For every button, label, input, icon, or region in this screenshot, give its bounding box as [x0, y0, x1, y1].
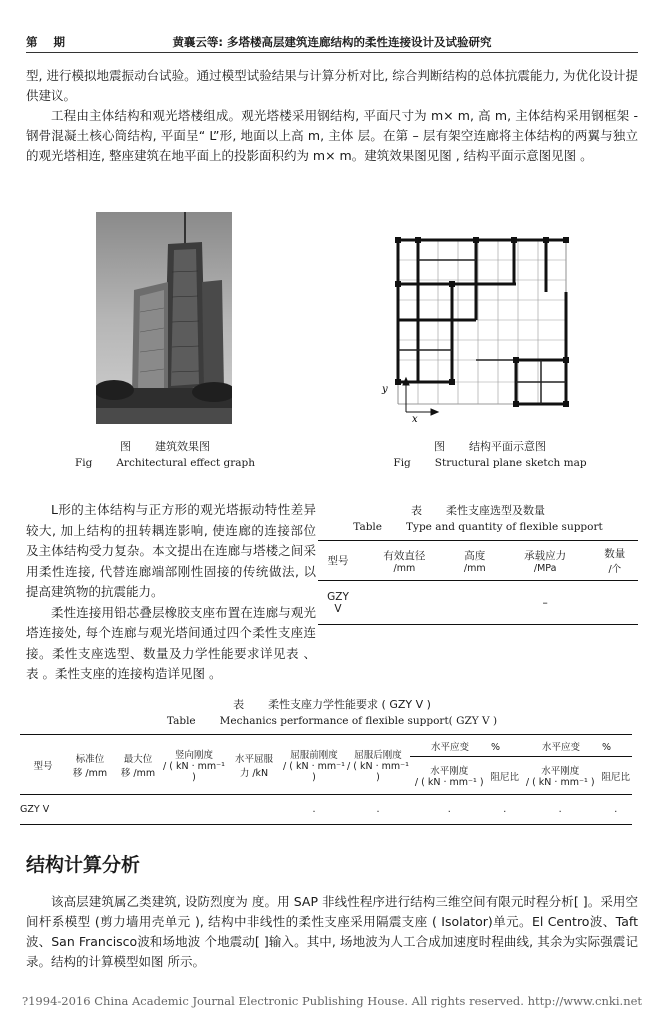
t1-col-qty-unit: /个: [608, 564, 622, 575]
t2-col-pre: 屈服前刚度: [290, 749, 338, 761]
left-column-text: [26, 500, 316, 685]
t2-col-hstiff-2-unit: / ( kN · mm⁻¹ ): [525, 777, 595, 788]
figure-2-label: 图: [434, 440, 445, 453]
axis-x-label: x: [412, 414, 418, 422]
t2-col-yield: 水平屈服: [234, 753, 273, 765]
table-1-caption: [318, 502, 638, 536]
t2-col-pre-unit: / ( kN · mm⁻¹ ): [283, 760, 345, 783]
t2-col-hstiff-2: 水平刚度: [541, 766, 580, 777]
table-1-label: 表: [411, 504, 422, 517]
t1-cell-model: GZY: [327, 590, 349, 603]
table-2-label: 表: [233, 698, 245, 711]
figure-1-title: 建筑效果图: [155, 440, 210, 453]
t1-col-diameter: 有效直径: [383, 549, 426, 562]
t2-cell-model: GZY V: [20, 804, 50, 815]
left-paragraph-2: 柔性连接用铅芯叠层橡胶支座布置在连廊与观光塔连接处, 每个连廊与观光塔间通过四个柔性支座连接。柔性支座选型、数量及力学性能要求详见表 、表 。柔性支座的连接构造详见图 。: [26, 604, 316, 681]
analysis-text: [26, 892, 638, 972]
table-1-header-row: [318, 541, 638, 581]
t2-cell-damp-2: .: [614, 804, 618, 815]
t2-group-strain-2: 水平应变: [541, 741, 580, 753]
t2-col-model: 型号: [20, 735, 66, 795]
t1-cell-stress: –: [542, 596, 548, 609]
t2-cell-hstiff-1: .: [447, 804, 451, 815]
building-photo: [96, 212, 232, 424]
t1-col-stress: 承载应力: [524, 549, 567, 562]
t2-col-post: 屈服后刚度: [354, 749, 402, 761]
t2-cell-post: .: [376, 804, 380, 815]
table-2-title-en: Mechanics performance of flexible support( GZY V ): [219, 715, 498, 727]
t2-col-post-unit: / ( kN · mm⁻¹ ): [347, 760, 409, 783]
intro-paragraph-2: 工程由主体结构和观光塔楼组成。观光塔楼采用钢结构, 平面尺寸为 m× m, 高 m, 主体结构采用钢框架 -钢骨混凝土核心筒结构, 平面呈“ L”形, 地面以上高 m, 主体 层。在第 – 层有架空连廊将主体结构的两翼与独立的观光塔相连, 整座建筑在地平面上的投影面积约为 m× m。建筑效果图见图 , 结构平面示意图见图 。: [26, 108, 638, 163]
header-title: 黄襄云等: 多塔楼高层建筑连廊结构的柔性连接设计及试验研究: [172, 35, 492, 49]
t2-col-std: 标准位: [75, 753, 105, 765]
intro-text: [26, 66, 638, 166]
figure-2-caption: [380, 438, 600, 472]
table-1-title-en: Type and quantity of flexible support: [406, 521, 603, 533]
t2-group-strain-1: 水平应变: [430, 741, 469, 753]
table-1: [318, 540, 638, 625]
t2-cell-damp-1: .: [503, 804, 507, 815]
t2-group-strain-1-pct: %: [490, 741, 501, 753]
t2-col-vert: 竖向刚度: [174, 749, 213, 761]
table-2: [20, 734, 632, 825]
t1-col-stress-unit: /MPa: [533, 562, 557, 574]
running-header: [26, 30, 638, 53]
table-2-caption: [26, 696, 638, 730]
t2-cell-pre: .: [312, 804, 316, 815]
t2-col-damp-1: 阻尼比: [488, 757, 521, 795]
table-row: [20, 795, 632, 825]
left-paragraph-1: L形的主体结构与正方形的观光塔振动特性差异较大, 加上结构的扭转耦连影响, 使连廊的连接部位及主体结构受力复杂。本文提出在连廊与塔楼之间采用柔性连接, 代替连廊端部刚性固接的传统做法, 以提高建筑物的抗震能力。: [26, 502, 316, 599]
header-issue: 第 期: [26, 35, 72, 49]
section-heading: 结构计算分析: [26, 854, 141, 876]
t2-col-max-unit: 移 /mm: [120, 767, 156, 779]
table-2-title: 柔性支座力学性能要求 ( GZY V ): [268, 698, 431, 711]
figure-1-prefix-en: Fig: [74, 457, 93, 469]
table-row: [318, 581, 638, 625]
figure-1-title-en: Architectural effect graph: [116, 457, 256, 469]
t1-col-height: 高度: [464, 549, 486, 562]
figure-2-title: 结构平面示意图: [469, 440, 546, 453]
t1-col-diameter-unit: /mm: [393, 562, 416, 574]
axis-y-label: y: [382, 384, 388, 395]
t2-col-vert-unit: / ( kN · mm⁻¹ ): [163, 760, 225, 783]
structural-plan-figure: [376, 232, 572, 422]
intro-paragraph-1: 型, 进行模拟地震振动台试验。通过模型试验结果与计算分析对比, 综合判断结构的总体抗震能力, 为优化设计提供建议。: [26, 68, 638, 103]
t1-col-model: 型号: [327, 555, 349, 567]
table-2-header-row-1: [20, 735, 632, 757]
copyright-footer: ?1994-2016 China Academic Journal Electronic Publishing House. All rights reserved. http://www.cnki.net: [21, 994, 643, 1008]
t2-col-damp-2: 阻尼比: [599, 757, 632, 795]
table-1-prefix-en: Table: [353, 521, 383, 533]
t2-col-std-unit: 移 /mm: [72, 767, 108, 779]
table-1-title: 柔性支座选型及数量: [446, 504, 545, 517]
t1-col-qty: 数量: [604, 548, 626, 560]
t2-col-yield-unit: 力 /kN: [239, 767, 269, 779]
t1-cell-model-2: V: [334, 602, 342, 615]
figure-2-prefix-en: Fig: [393, 457, 411, 469]
t2-cell-hstiff-2: .: [558, 804, 562, 815]
t2-group-strain-2-pct: %: [601, 741, 612, 753]
figure-1-caption: [60, 438, 270, 472]
t2-col-hstiff-1-unit: / ( kN · mm⁻¹ ): [414, 777, 484, 788]
figure-1-label: 图: [120, 440, 131, 453]
t2-col-hstiff-1: 水平刚度: [430, 766, 469, 777]
table-2-prefix-en: Table: [166, 715, 196, 727]
analysis-paragraph: 该高层建筑属乙类建筑, 设防烈度为 度。用 SAP 非线性程序进行结构三维空间有限元时程分析[ ]。采用空间杆系模型 (剪力墙用壳单元 ), 结构中非线性的柔性支座采用隔震支座 ( Isolator)单元。El Centro波、Taft波、San Francisco波和场地波 个地震动[ ]输入。其中, 场地波为人工合成加速度时程曲线, 其余为实际强震记录。结构的计算模型如图 所示。: [26, 894, 638, 969]
t2-col-max: 最大位: [123, 753, 153, 765]
figure-2-title-en: Structural plane sketch map: [434, 457, 587, 469]
t1-col-height-unit: /mm: [463, 562, 486, 574]
